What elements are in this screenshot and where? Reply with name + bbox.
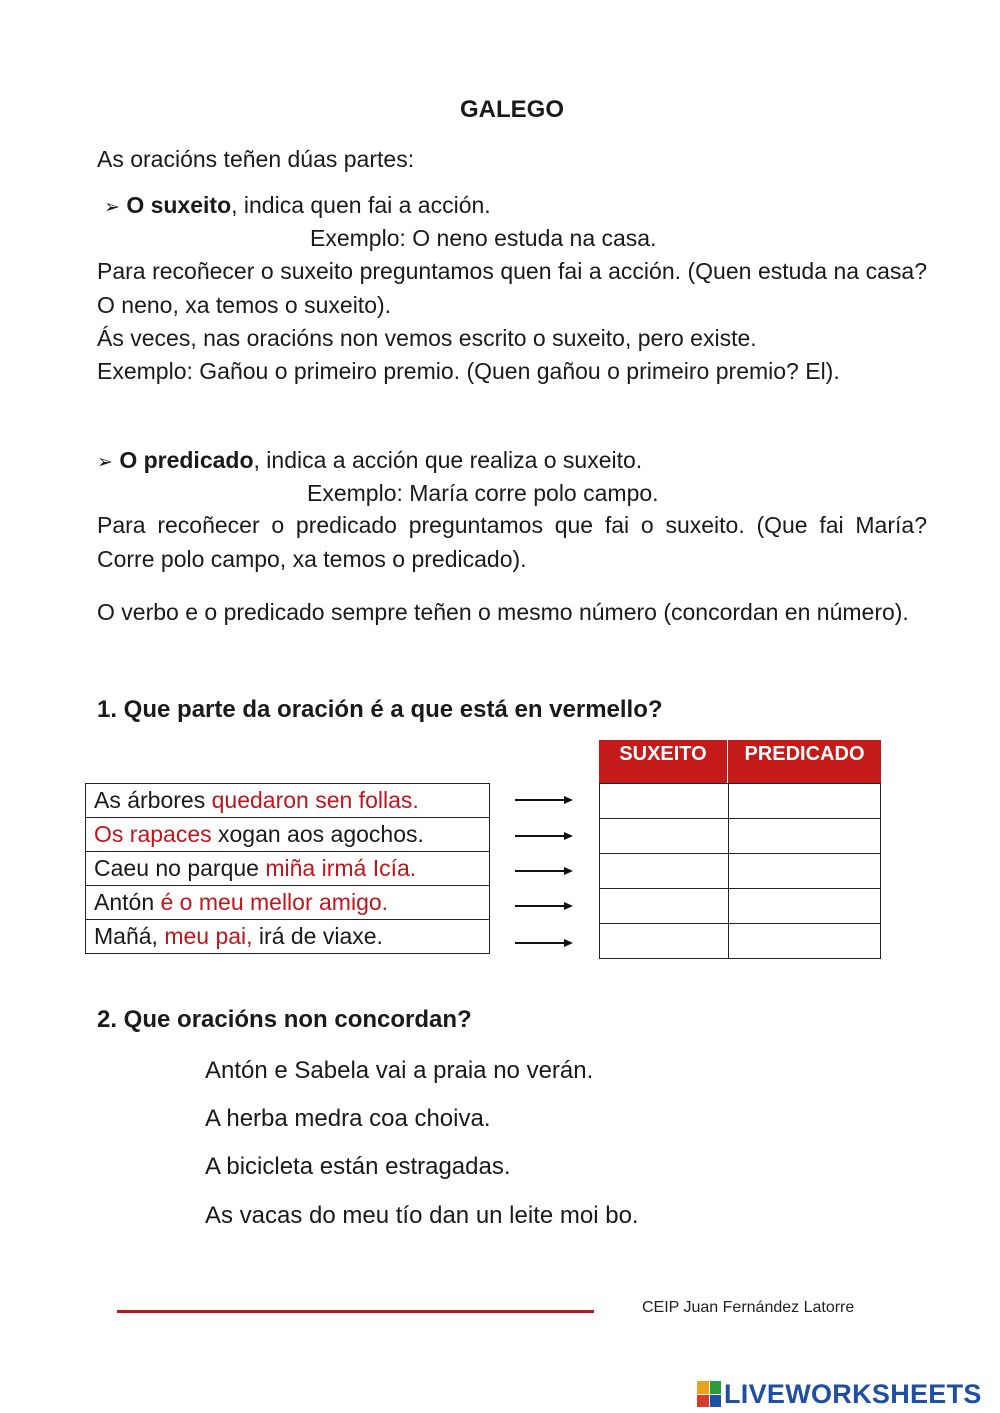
table-row bbox=[600, 924, 881, 959]
table-row bbox=[600, 889, 881, 924]
arrow-right-icon bbox=[515, 936, 573, 950]
answer-table-header bbox=[599, 740, 881, 783]
list-item[interactable]: Antón e Sabela vai a praia no verán. bbox=[205, 1057, 594, 1084]
red-fragment: quedaron sen follas. bbox=[211, 787, 419, 813]
table-row bbox=[600, 819, 881, 854]
arrow-right-icon bbox=[515, 864, 573, 878]
table-row bbox=[86, 852, 490, 886]
exercise-2-question: 2. Que oracións non concordan? bbox=[97, 1006, 472, 1033]
answer-cell-suxeito[interactable] bbox=[600, 889, 729, 924]
red-fragment: Os rapaces bbox=[94, 821, 212, 847]
sentence-table bbox=[85, 783, 490, 954]
answer-cell-predicado[interactable] bbox=[728, 889, 880, 924]
predicado-example: Exemplo: María corre polo campo. bbox=[307, 480, 659, 506]
suxeito-definition: , indica quen fai a acción. bbox=[231, 192, 491, 218]
table-row bbox=[600, 854, 881, 889]
list-item[interactable]: A herba medra coa choiva. bbox=[205, 1105, 491, 1132]
predicado-bullet bbox=[97, 444, 642, 480]
sentence-cell: Caeu no parque miña irmá Icía. bbox=[86, 852, 490, 886]
answer-cell-predicado[interactable] bbox=[728, 854, 880, 889]
header-suxeito: SUXEITO bbox=[599, 740, 728, 783]
table-row bbox=[86, 920, 490, 954]
bullet-arrow-icon: ➢ bbox=[104, 197, 120, 218]
predicado-definition: , indica a acción que realiza o suxeito. bbox=[253, 447, 643, 473]
answer-cell-suxeito[interactable] bbox=[600, 819, 729, 854]
suxeito-paragraph-1: Para recoñecer o suxeito preguntamos quen fai a acción. (Quen estuda na casa? O neno, xa temos o suxeito). bbox=[97, 258, 927, 318]
exercise-1-question: 1. Que parte da oración é a que está en vermello? bbox=[97, 696, 663, 723]
predicado-term: O predicado bbox=[119, 447, 254, 473]
answer-table bbox=[599, 783, 881, 959]
red-fragment: miña irmá Icía. bbox=[265, 855, 417, 881]
page-title: GALEGO bbox=[459, 96, 564, 123]
answer-cell-predicado[interactable] bbox=[728, 924, 880, 959]
arrow-right-icon bbox=[515, 829, 573, 843]
suxeito-bullet bbox=[104, 189, 491, 225]
bullet-arrow-icon: ➢ bbox=[97, 452, 113, 473]
sentence-cell: Os rapaces xogan aos agochos. bbox=[86, 818, 490, 852]
arrow-right-icon bbox=[515, 899, 573, 913]
sentence-cell: Mañá, meu pai, irá de viaxe. bbox=[86, 920, 490, 954]
footer-divider bbox=[117, 1310, 594, 1313]
suxeito-term: O suxeito bbox=[126, 192, 232, 218]
answer-cell-suxeito[interactable] bbox=[600, 924, 729, 959]
footer-school: CEIP Juan Fernández Latorre bbox=[642, 1299, 855, 1316]
suxeito-paragraph-3: Exemplo: Gañou o primeiro premio. (Quen gañou o primeiro premio? El). bbox=[97, 358, 840, 384]
red-fragment: é o meu mellor amigo. bbox=[160, 889, 389, 915]
liveworksheets-logo[interactable] bbox=[697, 1378, 982, 1410]
table-row bbox=[86, 784, 490, 818]
list-item[interactable]: As vacas do meu tío dan un leite moi bo. bbox=[205, 1202, 639, 1229]
suxeito-example: Exemplo: O neno estuda na casa. bbox=[310, 225, 657, 251]
logo-icon bbox=[697, 1381, 721, 1407]
answer-cell-suxeito[interactable] bbox=[600, 784, 729, 819]
table-row bbox=[86, 818, 490, 852]
concordance-paragraph: O verbo e o predicado sempre teñen o mesmo número (concordan en número). bbox=[97, 599, 909, 625]
suxeito-paragraph-2: Ás veces, nas oracións non vemos escrito o suxeito, pero existe. bbox=[97, 325, 757, 351]
sentence-cell: Antón é o meu mellor amigo. bbox=[86, 886, 490, 920]
table-row bbox=[600, 784, 881, 819]
answer-cell-predicado[interactable] bbox=[728, 819, 880, 854]
logo-text: LIVEWORKSHEETS bbox=[724, 1378, 982, 1409]
table-row bbox=[86, 886, 490, 920]
red-fragment: meu pai, bbox=[164, 923, 253, 949]
answer-cell-predicado[interactable] bbox=[728, 784, 880, 819]
arrow-right-icon bbox=[515, 793, 573, 807]
intro-text: As oracións teñen dúas partes: bbox=[97, 146, 415, 172]
header-predicado: PREDICADO bbox=[744, 743, 865, 765]
answer-cell-suxeito[interactable] bbox=[600, 854, 729, 889]
predicado-paragraph-1: Para recoñecer o predicado preguntamos que fai o suxeito. (Que fai María? Corre polo campo, xa temos o predicado). bbox=[97, 512, 927, 572]
list-item[interactable]: A bicicleta están estragadas. bbox=[205, 1153, 511, 1180]
sentence-cell: As árbores quedaron sen follas. bbox=[86, 784, 490, 818]
